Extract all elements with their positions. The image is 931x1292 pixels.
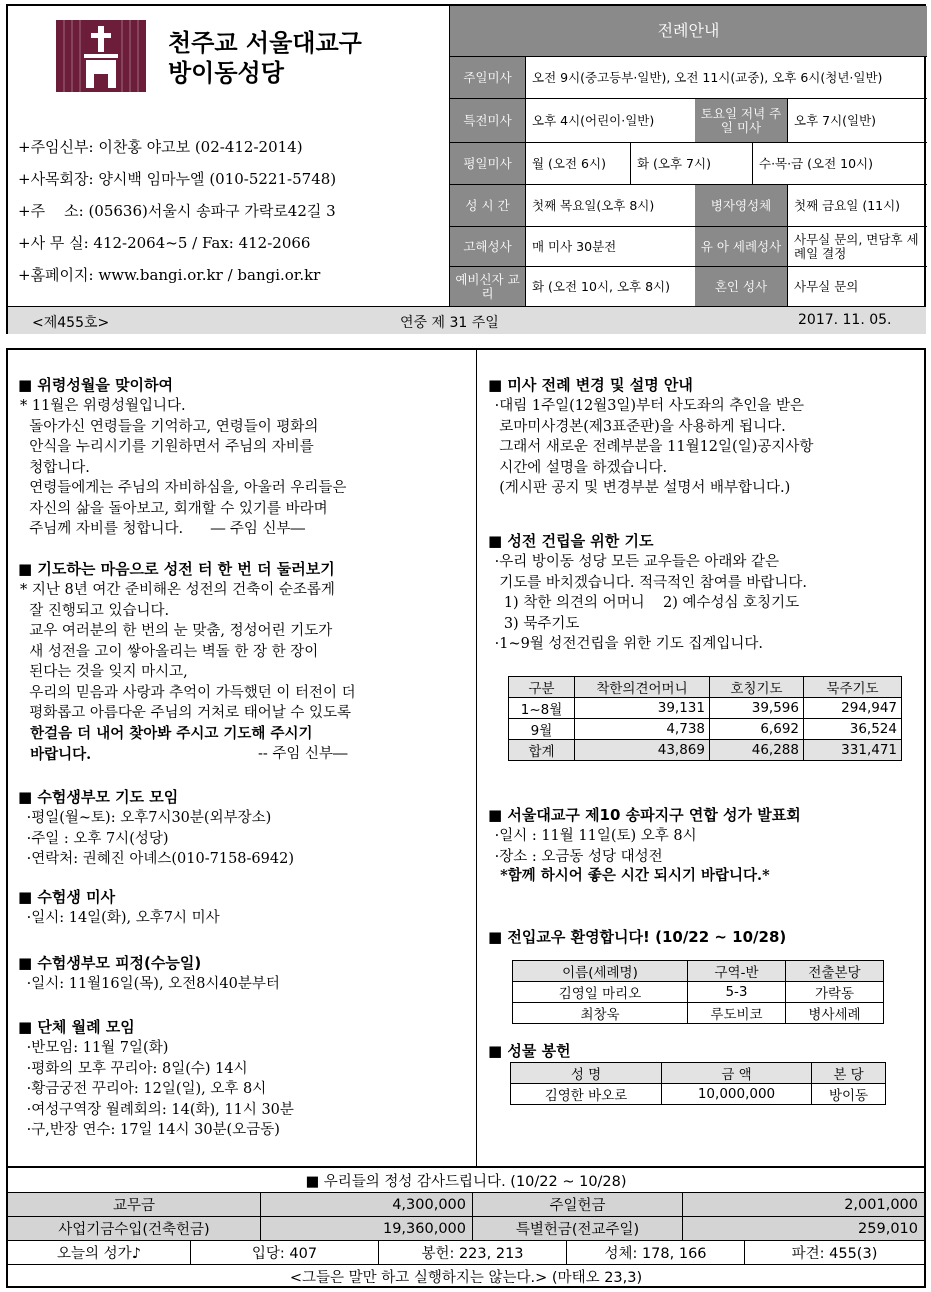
- section-text: ·일시: 11월16일(목), 오전8시40분부터: [22, 976, 280, 992]
- address-info: +주 소: (05636)서울시 송파구 가락로42길 3: [18, 202, 336, 220]
- section-text: ·반모임: 11월 7일(화) ·평화의 모후 꾸리아: 8일(수) 14시 ·황금궁전 꾸리아: 12일(일), 오후 8시 ·여성구역장 월례회의: 14(화), 11시 30분 ·구,반장 연수: 17일 14시 30분(오금동): [26, 1040, 294, 1138]
- table-row: 김영한 바오로 10,000,000 방이동: [511, 1084, 886, 1105]
- table-row: 최창욱 루도비코 병사세례: [513, 1003, 884, 1024]
- thanks-row: ■ 우리들의 정성 감사드립니다. (10/22 ~ 10/28): [305, 1173, 627, 1190]
- sunday-mass-row: 주일미사 오전 9시(중고등부·일반), 오전 11시(교중), 오후 6시(청년·일반): [450, 56, 927, 98]
- church-logo: [56, 20, 146, 92]
- section-title: ■ 기도하는 마음으로 성전 터 한 번 더 둘러보기: [18, 560, 335, 578]
- table-row: 1~8월 39,131 39,596 294,947: [509, 698, 902, 719]
- prayer-table: 구분 착한의견어머니 호칭기도 묵주기도 1~8월 39,131 39,596 294,947 9월 4,738 6,692 36,524 합계 43,869 46,288 331,471: [508, 676, 902, 761]
- weekday-mass-row: 평일미사 월 (오전 6시) 화 (오후 7시) 수·목·금 (오전 10시): [450, 142, 927, 184]
- catechism-row: 예비신자 교 리 화 (오전 10시, 오후 8시) 혼인 성사 사무실 문의: [450, 266, 927, 306]
- section-text: ·평일(월~토): 오후7시30분(외부장소) ·주일 : 오후 7시(성당) ·연락처: 권혜진 아녜스(010-7158-6942): [26, 810, 294, 867]
- issue-date: 2017. 11. 05.: [798, 312, 892, 328]
- parish-name: 방이동성당: [168, 58, 284, 87]
- section-bold-text: *함께 하시어 좋은 시간 되시기 바랍니다.*: [490, 867, 770, 884]
- section-title: ■ 성물 봉헌: [488, 1042, 571, 1060]
- section-title: ■ 서울대교구 제10 송파지구 연합 성가 발표회: [488, 806, 801, 824]
- offering-footer: [8, 1166, 924, 1286]
- table-row: 9월 4,738 6,692 36,524: [509, 719, 902, 740]
- table-row: 합계 43,869 46,288 331,471: [509, 740, 902, 761]
- section-title: ■ 위령성월을 맞이하여: [18, 376, 174, 394]
- pastor-info: +주임신부: 이찬홍 야고보 (02-412-2014): [18, 138, 303, 156]
- issue-bar: [8, 306, 926, 334]
- section-text: ·일시 : 11월 11일(토) 오후 8시 ·장소 : 오금동 성당 대성전: [494, 828, 697, 865]
- confession-row: 고해성사 매 미사 30분전 유 아 세례성사 사무실 문의, 면담후 세례일 결정: [450, 226, 927, 266]
- liturgy-title: 전례안내: [450, 6, 927, 56]
- offering-row: 교무금 4,300,000 주일헌금 2,001,000: [8, 1192, 924, 1216]
- council-info: +사목회장: 양시백 임마누엘 (010-5221-5748): [18, 170, 337, 188]
- diocese-name: 천주교 서울대교구: [168, 28, 362, 57]
- bulletin-header: [6, 4, 926, 334]
- section-title: ■ 수험생 미사: [18, 888, 116, 906]
- church-info-panel: [8, 6, 448, 306]
- section-text: ·대림 1주일(12월3일)부터 사도좌의 추인을 받은 로마미사경본(제3표준판)을 사용하게 됩니다. 그래서 새로운 전례부분을 11월12일(일)공지사항 시간에 설명을 하겠습니다. (게시판 공지 및 변경부분 설명서 배부합니다.): [494, 398, 814, 496]
- section-text: * 지난 8년 여간 준비해온 성전의 건축이 순조롭게 잘 진행되고 있습니다. 교우 여러분의 한 번의 눈 맞춤, 정성어린 기도가 새 성전을 고이 쌓아올리는 벽돌 한 장 한 장이 된다는 것을 잊지 마시고, 우리의 믿음과 사랑과 추억이 가득했던 이 터전이 더 평화롭고 아름다운 주님의 거처로 태어날 수 있도록: [20, 582, 356, 721]
- section-text: * 11월은 위령성월입니다. 돌아가신 연령들을 기억하고, 연령들이 평화의 안식을 누리시기를 기원하면서 주님의 자비를 청합니다. 연령들에게는 주님의 자비하심을, 아울러 우리들은 자신의 삶을 돌아보고, 회개할 수 있기를 바라며 주님께 자비를 청합니다. ― 주임 신부―: [20, 398, 347, 537]
- section-bold-text: 한걸음 더 내어 찾아봐 주시고 기도해 주시기 바랍니다.: [30, 725, 313, 763]
- section-title: ■ 전입교우 환영합니다! (10/22 ~ 10/28): [488, 928, 787, 946]
- newcomer-table: 이름(세례명) 구역-반 전출본당 김영일 마리오 5-3 가락동 최창욱 루도비코 병사세례: [512, 960, 884, 1024]
- section-text: ·일시: 14일(화), 오후7시 미사: [22, 910, 220, 926]
- section-sign: -- 주임 신부―: [258, 746, 348, 762]
- liturgical-sunday: 연중 제 31 주일: [400, 315, 499, 331]
- liturgy-guide: [449, 6, 926, 306]
- section-title: ■ 수험생부모 피정(수능일): [18, 954, 202, 972]
- issue-number: <제455호>: [32, 315, 110, 331]
- section-text: ·우리 방이동 성당 모든 교우들은 아래와 같은 기도를 바치겠습니다. 적극적인 참여를 바랍니다. 1) 착한 의견의 어머니 2) 예수성심 호칭기도 3) 묵주기도 ·1~9월 성전건립을 위한 기도 집계입니다.: [494, 554, 808, 652]
- column-divider: [476, 350, 477, 1166]
- donation-table: 성 명 금 액 본 당 김영한 바오로 10,000,000 방이동: [510, 1062, 886, 1105]
- quote-row: <그들은 말만 하고 실행하지는 않는다.> (마태오 23,3): [8, 1264, 924, 1288]
- homepage-info: +홈페이지: www.bangi.or.kr / bangi.or.kr: [18, 266, 321, 284]
- hymn-row: 오늘의 성가♪ 입당: 407 봉헌: 223, 213 성체: 178, 166 파견: 455(3): [8, 1240, 924, 1264]
- holy-hour-row: 성 시 간 첫째 목요일(오후 8시) 병자영성체 첫째 금요일 (11시): [450, 184, 927, 226]
- table-row: 김영일 마리오 5-3 가락동: [513, 982, 884, 1003]
- section-title: ■ 성전 건립을 위한 기도: [488, 532, 654, 550]
- section-title: ■ 수험생부모 기도 모임: [18, 788, 179, 806]
- section-title: ■ 단체 월례 모임: [18, 1018, 135, 1036]
- anticipated-mass-row: 특전미사 오후 4시(어린이·일반) 토요일 저녁 주일 미사 오후 7시(일반): [450, 98, 927, 142]
- section-title: ■ 미사 전례 변경 및 설명 안내: [488, 376, 693, 394]
- office-info: +사 무 실: 412-2064~5 / Fax: 412-2066: [18, 234, 311, 252]
- church-title: [168, 28, 362, 88]
- bulletin-body: [6, 348, 926, 1288]
- offering-row: 사업기금수입(건축헌금) 19,360,000 특별헌금(전교주일) 259,010: [8, 1216, 924, 1240]
